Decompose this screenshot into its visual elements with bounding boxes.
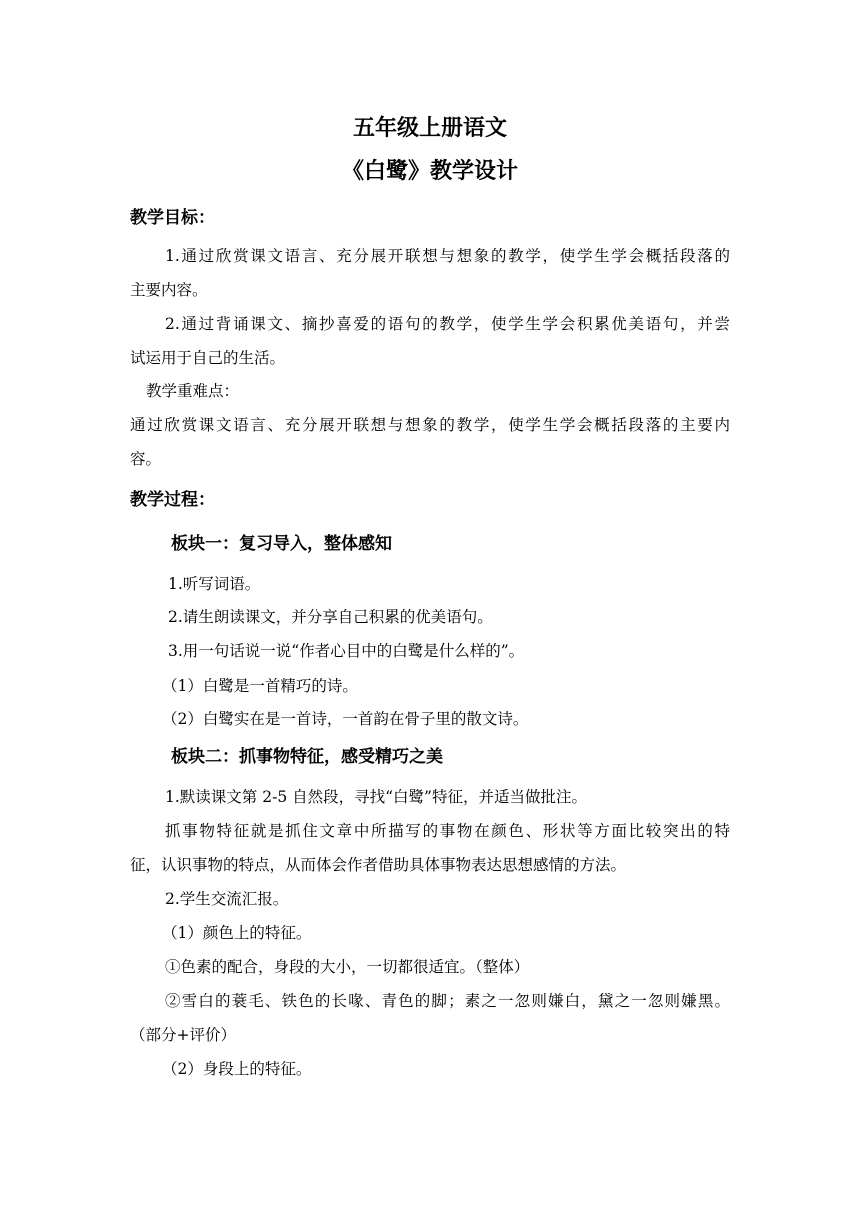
objective-1-line-2: 主要内容。	[130, 281, 208, 299]
key-points-line-2: 容。	[130, 450, 162, 468]
document-title: 五年级上册语文	[352, 116, 507, 141]
section-2-sub-1: （1）颜色上的特征。	[162, 924, 312, 942]
section-1-sub-1: （1）白鹭是一首精巧的诗。	[162, 677, 358, 695]
objectives-heading: 教学目标：	[130, 208, 215, 228]
section-2-item-2: 2.学生交流汇报。	[165, 890, 289, 908]
section-2-sub-2: （2）身段上的特征。	[162, 1060, 312, 1078]
section-2-paragraph-line-2: 征，认识事物的特点，从而体会作者借助具体事物表达思想感情的方法。	[130, 856, 627, 874]
section-2-circled-item-2-line-2: （部分+评价）	[130, 1026, 236, 1044]
document-subtitle: 《白鹭》教学设计	[341, 159, 518, 184]
section-2-heading: 板块二：抓事物特征，感受精巧之美	[171, 747, 443, 767]
section-1-item-3: 3.用一句话说一说“作者心目中的白鹭是什么样的”。	[168, 642, 525, 660]
key-points-heading: 教学重难点：	[146, 382, 240, 400]
key-points-line-1: 通过欣赏课文语言、充分展开联想与想象的教学，使学生学会概括段落的主要内	[130, 416, 730, 434]
objective-1-line-1: 1.通过欣赏课文语言、充分展开联想与想象的教学，使学生学会概括段落的	[165, 247, 730, 265]
section-2-circled-item-2-line-1: ②雪白的蓑毛、铁色的长喙、青色的脚；素之一忽则嫌白，黛之一忽则嫌黑。	[165, 992, 730, 1010]
process-heading: 教学过程：	[130, 490, 215, 510]
section-2-paragraph-line-1: 抓事物特征就是抓住文章中所描写的事物在颜色、形状等方面比较突出的特	[165, 822, 730, 840]
section-2-circled-item-1: ①色素的配合，身段的大小，一切都很适宜。（整体）	[165, 958, 530, 976]
section-2-item-1: 1.默读课文第 2-5 自然段，寻找“白鹭”特征，并适当做批注。	[165, 788, 587, 806]
section-1-item-2: 2.请生朗读课文，并分享自己积累的优美语句。	[168, 608, 493, 626]
objective-2-line-1: 2.通过背诵课文、摘抄喜爱的语句的教学，使学生学会积累优美语句，并尝	[165, 315, 730, 333]
section-1-sub-2: （2）白鹭实在是一首诗，一首韵在骨子里的散文诗。	[162, 710, 529, 728]
objective-2-line-2: 试运用于自己的生活。	[130, 349, 286, 367]
section-1-item-1: 1.听写词语。	[168, 575, 261, 593]
section-1-heading: 板块一：复习导入，整体感知	[171, 534, 392, 554]
